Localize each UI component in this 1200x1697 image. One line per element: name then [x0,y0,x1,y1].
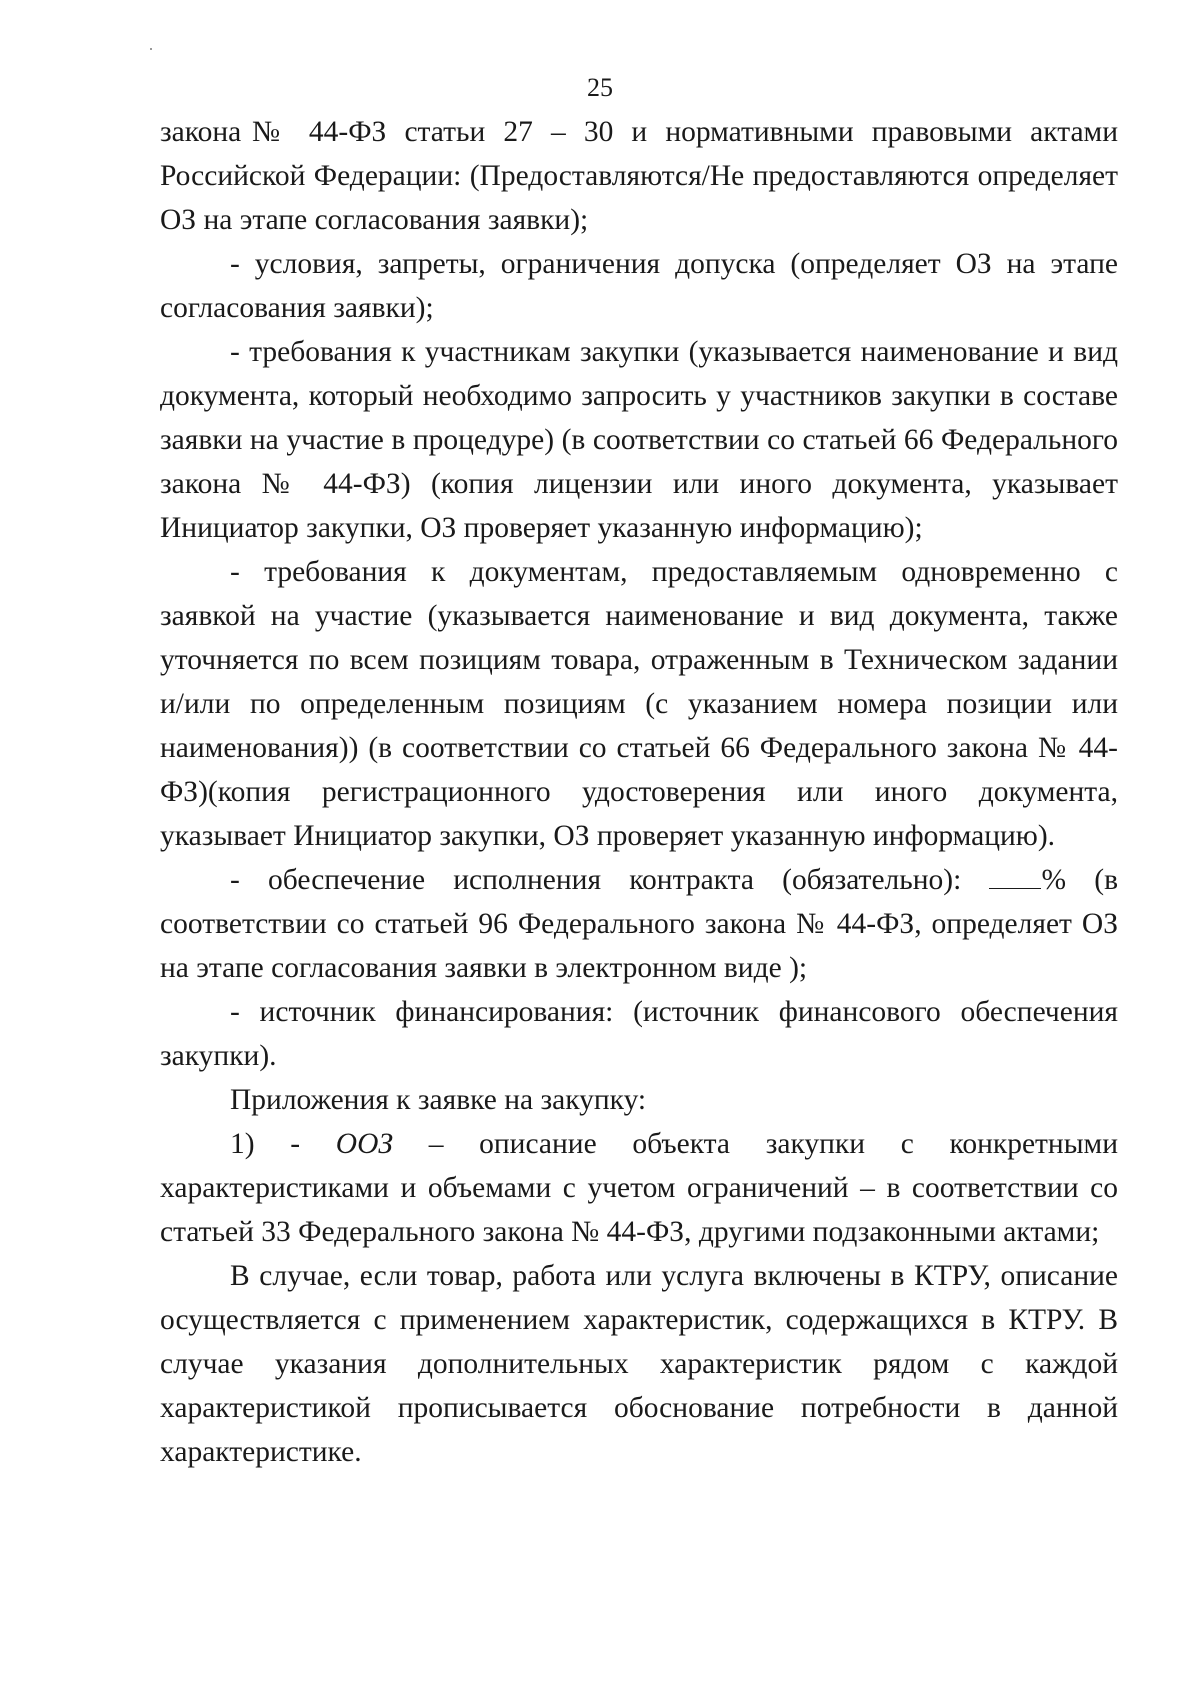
appendix-item-number: 1) - [230,1128,336,1160]
appendix-item-1 [160,1122,1118,1254]
paragraph-participant-requirements: - требования к участникам закупки (указывается наименование и вид документа, который необходимо запросить у участников закупки в составе заявки на участие в процедуре) (в соответствии со статьей 66 Федерального закона № 44-ФЗ) (копия лицензии или иного документа, указывает Инициатор закупки, ОЗ проверяет указанную информацию); [160,336,1118,544]
document-body [160,110,1118,1474]
appendix-item-text: – описание объекта закупки с конкретными характеристиками и объемами с учетом ограничений – в соответствии со статьей 33 Федерального закона № 44-ФЗ, другими подзаконными актами; [160,1128,1118,1248]
percent-blank [989,866,1041,889]
paragraph-law-continuation: закона№ 44-ФЗ статьи 27 – 30 и нормативными правовыми актами Российской Федерации: (Предоставляются/Не предоставляются определяет ОЗ на этапе согласования заявки); [160,116,1118,236]
appendix-heading: Приложения к заявке на закупку: [230,1084,647,1116]
appendix-item-term: ООЗ [335,1128,393,1160]
paragraph-admission-conditions: - условия, запреты, ограничения допуска (определяет ОЗ на этапе согласования заявки); [160,248,1118,324]
security-text-after: % (в соответствии со статьей 96 Федерального закона № 44-ФЗ, определяет ОЗ на этапе согласования заявки в электронном виде ); [160,864,1119,984]
paragraph-document-requirements: - требования к документам, предоставляемым одновременно с заявкой на участие (указывается наименование и вид документа, также уточняется по всем позициям товара, отраженным в Техническом задании и/или по определенным позициям (с указанием номера позиции или наименования)) (в соответствии со статьей 66 Федерального закона № 44-ФЗ)(копия регистрационного удостоверения или иного документа, указывает Инициатор закупки, ОЗ проверяет указанную информацию). [160,556,1118,852]
page-number: 25 [587,73,613,102]
security-text-before: - обеспечение исполнения контракта (обязательно): [230,864,990,896]
scan-speck [150,48,152,50]
paragraph-financing-source: - источник финансирования: (источник финансового обеспечения закупки). [160,996,1118,1072]
paragraph-ktru: В случае, если товар, работа или услуга включены в КТРУ, описание осуществляется с применением характеристик, содержащихся в КТРУ. В случае указания дополнительных характеристик рядом с каждой характеристикой прописывается обоснование потребности в данной характеристике. [160,1260,1118,1468]
paragraph-contract-security [160,858,1118,990]
